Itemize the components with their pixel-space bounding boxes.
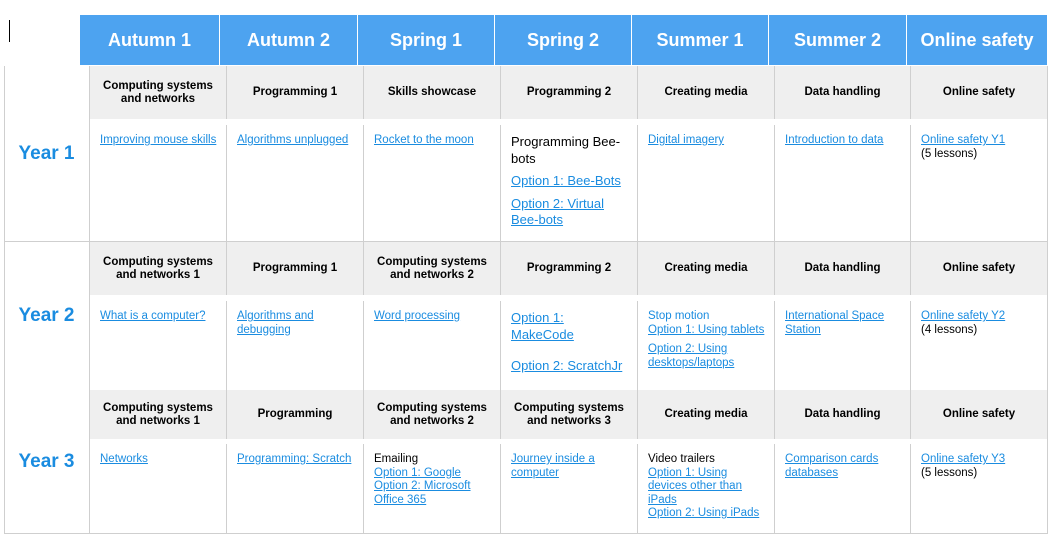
year3-unit-7: Online safety	[911, 390, 1047, 439]
lessons-count: (5 lessons)	[921, 147, 978, 160]
year-3-label: Year 3	[4, 390, 90, 533]
year1-cell-5	[638, 125, 775, 241]
link-programming-scratch[interactable]: Programming: Scratch	[237, 453, 352, 465]
year1-cell-7	[911, 125, 1047, 241]
header-autumn-2: Autumn 2	[220, 15, 358, 65]
year1-unit-2: Programming 1	[227, 66, 364, 119]
link-option-2-virtual-bee-bots[interactable]: Option 2: Virtual Bee-bots	[511, 195, 604, 227]
year1-cell-6	[775, 125, 911, 241]
year3-cell-7	[911, 444, 1047, 533]
year2-cell-6	[775, 301, 911, 390]
link-networks[interactable]: Networks	[100, 453, 148, 465]
link-online-safety-y2[interactable]: Online safety Y2	[921, 310, 1006, 322]
header-online-safety: Online safety	[907, 15, 1047, 65]
year3-unit-2: Programming	[227, 390, 364, 439]
year2-unit-5: Creating media	[638, 242, 775, 295]
link-option-1-makecode[interactable]: Option 1: MakeCode	[511, 310, 574, 342]
year2-unit-3: Computing systems and networks 2	[364, 242, 501, 295]
emailing-text: Emailing	[374, 453, 419, 465]
link-option-1-using-devices-other-than-ipads[interactable]: Option 1: Using devices other than iPads	[648, 466, 742, 506]
table-left-border	[4, 66, 5, 534]
year2-unit-7: Online safety	[911, 242, 1047, 295]
table-right-border	[1047, 66, 1048, 534]
stop-motion-text: Stop motion	[648, 310, 710, 322]
link-option-1-bee-bots[interactable]: Option 1: Bee-Bots	[511, 173, 621, 188]
year3-cell-5	[638, 444, 775, 533]
link-option-2-scratchjr[interactable]: Option 2: ScratchJr	[511, 358, 623, 373]
link-algorithms-and-debugging[interactable]: Algorithms and debugging	[237, 310, 314, 336]
year2-cell-5	[638, 301, 775, 390]
year2-unit-4: Programming 2	[501, 242, 638, 295]
year2-unit-1: Computing systems and networks 1	[90, 242, 227, 295]
header-summer-1: Summer 1	[632, 15, 769, 65]
link-option-2-microsoft-office-365[interactable]: Option 2: Microsoft Office 365	[374, 480, 471, 506]
year1-unit-6: Data handling	[775, 66, 911, 119]
year3-cell-3	[364, 444, 501, 533]
year2-cell-7	[911, 301, 1047, 390]
year1-cell-3	[364, 125, 501, 241]
link-online-safety-y1[interactable]: Online safety Y1	[921, 134, 1006, 146]
year-1-label: Year 1	[4, 66, 90, 241]
year1-unit-3: Skills showcase	[364, 66, 501, 119]
header-spring-1: Spring 1	[358, 15, 495, 65]
year3-cell-1	[90, 444, 227, 533]
year3-unit-6: Data handling	[775, 390, 911, 439]
year3-cell-2	[227, 444, 364, 533]
lessons-count: (5 lessons)	[921, 466, 978, 479]
link-option-1-using-tablets[interactable]: Option 1: Using tablets	[648, 323, 765, 336]
lessons-count: (4 lessons)	[921, 323, 978, 336]
year2-unit-2: Programming 1	[227, 242, 364, 295]
link-digital-imagery[interactable]: Digital imagery	[648, 134, 725, 146]
year1-cell-1	[90, 125, 227, 241]
year3-cell-6	[775, 444, 911, 533]
year2-cell-3	[364, 301, 501, 390]
link-journey-inside-a-computer[interactable]: Journey inside a computer	[511, 453, 595, 479]
link-option-2-using-ipads[interactable]: Option 2: Using iPads	[648, 507, 760, 519]
link-what-is-a-computer[interactable]: What is a computer?	[100, 310, 206, 322]
year2-cell-1	[90, 301, 227, 390]
year1-unit-4: Programming 2	[501, 66, 638, 119]
link-international-space-station[interactable]: International Space Station	[785, 310, 885, 336]
year1-cell-2	[227, 125, 364, 241]
year-2-label: Year 2	[4, 242, 90, 390]
year3-unit-4: Computing systems and networks 3	[501, 390, 638, 439]
table-bottom-border	[4, 533, 1047, 534]
year1-unit-1: Computing systems and networks	[90, 66, 227, 119]
header-autumn-1: Autumn 1	[80, 15, 220, 65]
year1-unit-5: Creating media	[638, 66, 775, 119]
link-word-processing[interactable]: Word processing	[374, 310, 461, 322]
link-improving-mouse-skills[interactable]: Improving mouse skills	[100, 134, 217, 146]
link-online-safety-y3[interactable]: Online safety Y3	[921, 453, 1006, 465]
year2-cell-4	[501, 301, 638, 390]
link-option-2-using-desktops-laptops[interactable]: Option 2: Using desktops/laptops	[648, 343, 735, 369]
link-rocket-to-the-moon[interactable]: Rocket to the moon	[374, 134, 474, 146]
text-cursor	[9, 20, 10, 42]
programming-bee-bots-text: Programming Bee-bots	[511, 134, 621, 166]
year3-unit-3: Computing systems and networks 2	[364, 390, 501, 439]
year1-cell-4	[501, 125, 638, 241]
year3-unit-5: Creating media	[638, 390, 775, 439]
year2-cell-2	[227, 301, 364, 390]
link-introduction-to-data[interactable]: Introduction to data	[785, 134, 884, 146]
video-trailers-text: Video trailers	[648, 453, 715, 465]
header-spring-2: Spring 2	[495, 15, 632, 65]
year2-unit-6: Data handling	[775, 242, 911, 295]
link-option-1-google[interactable]: Option 1: Google	[374, 466, 461, 479]
header-summer-2: Summer 2	[769, 15, 907, 65]
year3-cell-4	[501, 444, 638, 533]
year1-unit-7: Online safety	[911, 66, 1047, 119]
year3-unit-1: Computing systems and networks 1	[90, 390, 227, 439]
link-algorithms-unplugged[interactable]: Algorithms unplugged	[237, 134, 349, 146]
link-comparison-cards-databases[interactable]: Comparison cards databases	[785, 453, 879, 479]
